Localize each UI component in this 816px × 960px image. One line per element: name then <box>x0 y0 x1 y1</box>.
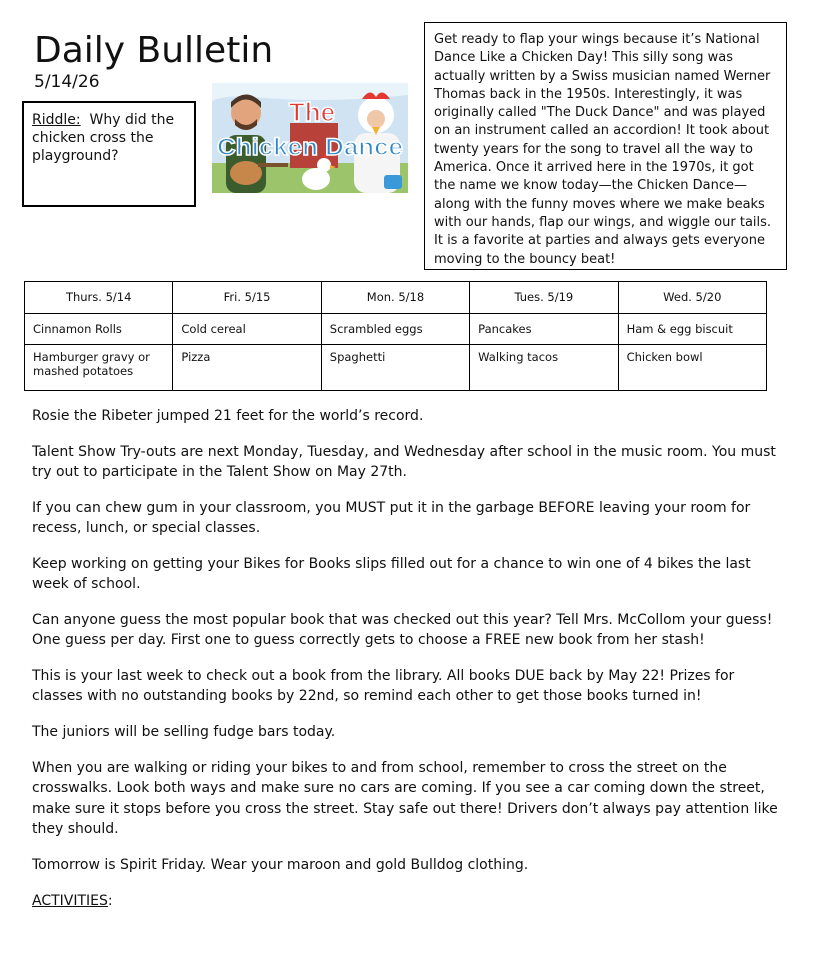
riddle-box <box>22 101 196 207</box>
menu-day: Tues. 5/19 <box>470 282 618 314</box>
announcement: The juniors will be selling fudge bars today. <box>32 724 336 741</box>
announcement: Keep working on getting your Bikes for Books slips filled out for a chance to win one of 4 bikes the last week of school. <box>32 555 751 593</box>
page-title: Daily Bulletin <box>34 30 274 71</box>
announcement: Can anyone guess the most popular book that was checked out this year? Tell Mrs. McCollom your guess! One guess per day. First one to guess correctly gets to choose a FREE new book from her stash! <box>32 612 773 649</box>
menu-cell: Pizza <box>173 345 321 391</box>
image-title-chicken-dance: Chicken Dance <box>217 134 403 161</box>
channel-logo-icon <box>384 175 402 189</box>
announcement: When you are walking or riding your bikes to and from school, remember to cross the street on the crosswalks. Look both ways and make sure no cars are coming. If you see a car coming down the street, make sure it stops before you cross the street. Stay safe out there! Drivers don’t always pay attention like they should. <box>32 760 778 837</box>
menu-cell: Spaghetti <box>321 345 469 391</box>
fun-fact-box: Get ready to flap your wings because it’s National Dance Like a Chicken Day! This silly song was actually written by a Swiss musician named Werner Thomas back in the 1950s. Interestingly, it was originally called "The Duck Dance" and was played on an instrument called an accordion! It took about twenty years for the song to travel all the way to America. Once it arrived here in the 1970s, it got the name we know today—the Chicken Dance—along with the funny moves where we make beaks with our hands, flap our wings, and wiggle our tails. It is a favorite at parties and always gets everyone moving to the bouncy beat! <box>424 22 787 270</box>
menu-cell: Chicken bowl <box>618 345 766 391</box>
announcements <box>32 406 780 926</box>
menu-breakfast-row <box>25 313 767 345</box>
bulletin-date: 5/14/26 <box>34 72 100 92</box>
announcement: Rosie the Ribeter jumped 21 feet for the world’s record. <box>32 408 424 424</box>
menu-days-row <box>25 282 767 314</box>
menu-day: Wed. 5/20 <box>618 282 766 314</box>
menu-cell: Hamburger gravy or mashed potatoes <box>25 345 173 391</box>
announcement: Tomorrow is Spirit Friday. Wear your maroon and gold Bulldog clothing. <box>32 856 529 873</box>
chicken-dance-image <box>212 83 408 193</box>
menu-day: Thurs. 5/14 <box>25 282 173 314</box>
activities-colon: : <box>107 892 113 909</box>
activities-heading <box>32 891 780 911</box>
announcement: This is your last week to check out a book from the library. All books DUE back by May 22! Prizes for classes with no outstanding books by 22nd, so remind each other to get those books turned in! <box>32 668 735 705</box>
menu-cell: Pancakes <box>470 313 618 345</box>
menu-cell: Cold cereal <box>173 313 321 345</box>
riddle-label: Riddle: <box>32 112 81 128</box>
lunch-menu-table <box>24 281 767 391</box>
announcement: If you can chew gum in your classroom, you MUST put it in the garbage BEFORE leaving your room for recess, lunch, or special classes. <box>32 499 751 537</box>
menu-day: Fri. 5/15 <box>173 282 321 314</box>
menu-lunch-row <box>25 345 767 391</box>
activities-label: ACTIVITIES <box>32 892 108 909</box>
menu-cell: Ham & egg biscuit <box>618 313 766 345</box>
menu-cell: Scrambled eggs <box>321 313 469 345</box>
riddle-text: Why did the chicken cross the playground? <box>32 112 175 164</box>
menu-day: Mon. 5/18 <box>321 282 469 314</box>
image-title-the: The <box>288 97 336 127</box>
menu-cell: Walking tacos <box>470 345 618 391</box>
announcement: Talent Show Try-outs are next Monday, Tuesday, and Wednesday after school in the music room. You must try out to participate in the Talent Show on May 27th. <box>32 443 776 481</box>
menu-cell: Cinnamon Rolls <box>25 313 173 345</box>
